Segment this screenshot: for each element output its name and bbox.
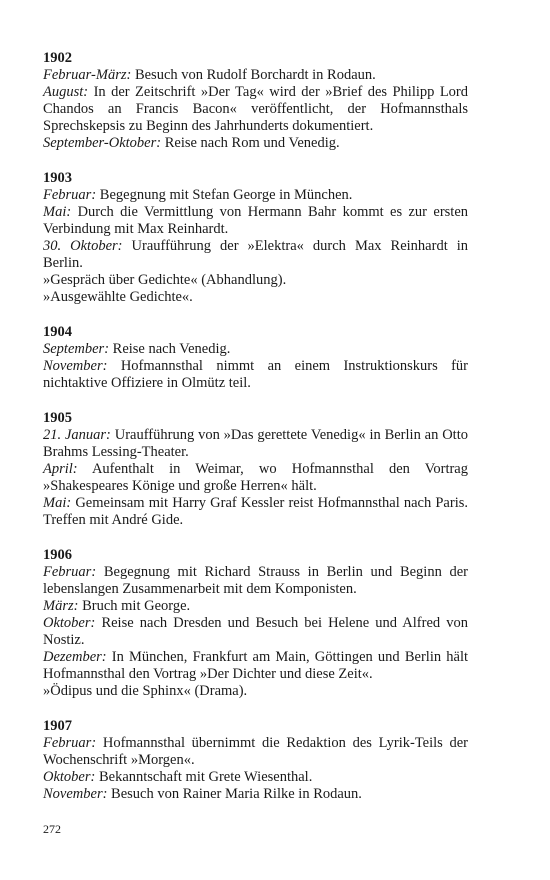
entry-text: Uraufführung von »Das gerettete Venedig« in Berlin an Otto Brahms Lessing-Theater. <box>43 427 468 460</box>
entry-text: »Ausgewählte Gedichte«. <box>43 289 193 305</box>
entry-text: Aufenthalt in Weimar, wo Hofmannsthal den Vortrag »Shakespeares Könige und große Herren« hält. <box>43 461 468 494</box>
entry-text: Reise nach Dresden und Besuch bei Helene und Alfred von Nostiz. <box>43 615 469 648</box>
chronology-page <box>43 50 468 821</box>
entry-label: 30. Oktober: <box>43 238 123 254</box>
entry-text: Bekanntschaft mit Grete Wiesenthal. <box>98 769 313 785</box>
entry-text: Reise nach Venedig. <box>112 341 231 357</box>
entry-text: Besuch von Rudolf Borchardt in Rodaun. <box>134 67 376 83</box>
entry <box>43 187 468 204</box>
entry-label: 21. Januar: <box>43 427 111 443</box>
entry-text: Begegnung mit Stefan George in München. <box>99 187 353 203</box>
entry <box>43 735 468 769</box>
year-heading: 1904 <box>43 324 72 340</box>
entry-label: Februar: <box>43 564 97 580</box>
entry-text: Hofmannsthal übernimmt die Redaktion des Lyrik-Teils der Wochenschrift »Morgen«. <box>43 735 468 768</box>
entry-label: Februar: <box>43 735 97 751</box>
entry-label: Mai: <box>43 204 72 220</box>
entry <box>43 238 468 272</box>
year-block-1902 <box>43 50 468 152</box>
entry <box>43 204 468 238</box>
entry-label: Dezember: <box>43 649 107 665</box>
year-block-1905 <box>43 410 468 529</box>
year-block-1907 <box>43 718 468 803</box>
entry-label: April: <box>43 461 78 477</box>
entry-label: September-Oktober: <box>43 135 162 151</box>
entry-text: »Gespräch über Gedichte« (Abhandlung). <box>43 272 287 288</box>
entry-text: Besuch von Rainer Maria Rilke in Rodaun. <box>111 786 362 802</box>
entry <box>43 272 468 289</box>
entry-text: Gemeinsam mit Harry Graf Kessler reist Hofmannsthal nach Paris. Treffen mit André Gide. <box>43 495 468 528</box>
entry <box>43 135 468 152</box>
page-number: 272 <box>43 822 61 836</box>
entry-text: »Ödipus und die Sphinx« (Drama). <box>43 683 248 699</box>
entry <box>43 67 468 84</box>
year-block-1904 <box>43 324 468 392</box>
entry-text: Durch die Vermittlung von Hermann Bahr kommt es zur ersten Verbindung mit Max Reinhardt. <box>43 204 468 237</box>
entry <box>43 649 468 683</box>
year-heading: 1907 <box>43 718 72 734</box>
entry <box>43 598 468 615</box>
entry-label: August: <box>43 84 89 100</box>
entry-text: Uraufführung der »Elektra« durch Max Reinhardt in Berlin. <box>43 238 469 271</box>
entry-label: Februar-März: <box>43 67 132 83</box>
entry-label: März: <box>43 598 79 614</box>
entry-label: November: <box>43 786 108 802</box>
entry <box>43 769 468 786</box>
entry <box>43 683 468 700</box>
entry <box>43 461 468 495</box>
entry-label: Mai: <box>43 495 72 511</box>
entry-label: Februar: <box>43 187 97 203</box>
entry-label: Oktober: <box>43 769 96 785</box>
entry <box>43 358 468 392</box>
entry-label: November: <box>43 358 108 374</box>
entry-text: Reise nach Rom und Venedig. <box>164 135 340 151</box>
entry-text: In München, Frankfurt am Main, Göttingen und Berlin hält Hofmannsthal den Vortrag »Der Dichter und diese Zeit«. <box>43 649 468 682</box>
entry <box>43 786 468 803</box>
entry-label: Oktober: <box>43 615 96 631</box>
entry-text: Hofmannsthal nimmt an einem Instruktionskurs für nichtaktive Offiziere in Olmütz teil. <box>43 358 468 391</box>
entry <box>43 495 468 529</box>
entry <box>43 427 468 461</box>
year-heading: 1903 <box>43 170 72 186</box>
year-heading: 1906 <box>43 547 72 563</box>
entry <box>43 564 468 598</box>
year-block-1906 <box>43 547 468 700</box>
entry <box>43 615 468 649</box>
year-block-1903 <box>43 170 468 306</box>
entry-label: September: <box>43 341 110 357</box>
year-heading: 1902 <box>43 50 72 66</box>
entry-text: In der Zeitschrift »Der Tag« wird der »Brief des Philipp Lord Chandos an Francis Bacon« veröffentlicht, der Hofmannsthals Sprechskepsis zu Beginn des Jahrhunderts dokumentiert. <box>43 84 469 134</box>
year-heading: 1905 <box>43 410 72 426</box>
entry <box>43 289 468 306</box>
entry <box>43 84 468 135</box>
entry-text: Bruch mit George. <box>82 598 191 614</box>
entry-text: Begegnung mit Richard Strauss in Berlin und Beginn der lebenslangen Zusammenarbeit mit dem Komponisten. <box>43 564 469 597</box>
entry <box>43 341 468 358</box>
